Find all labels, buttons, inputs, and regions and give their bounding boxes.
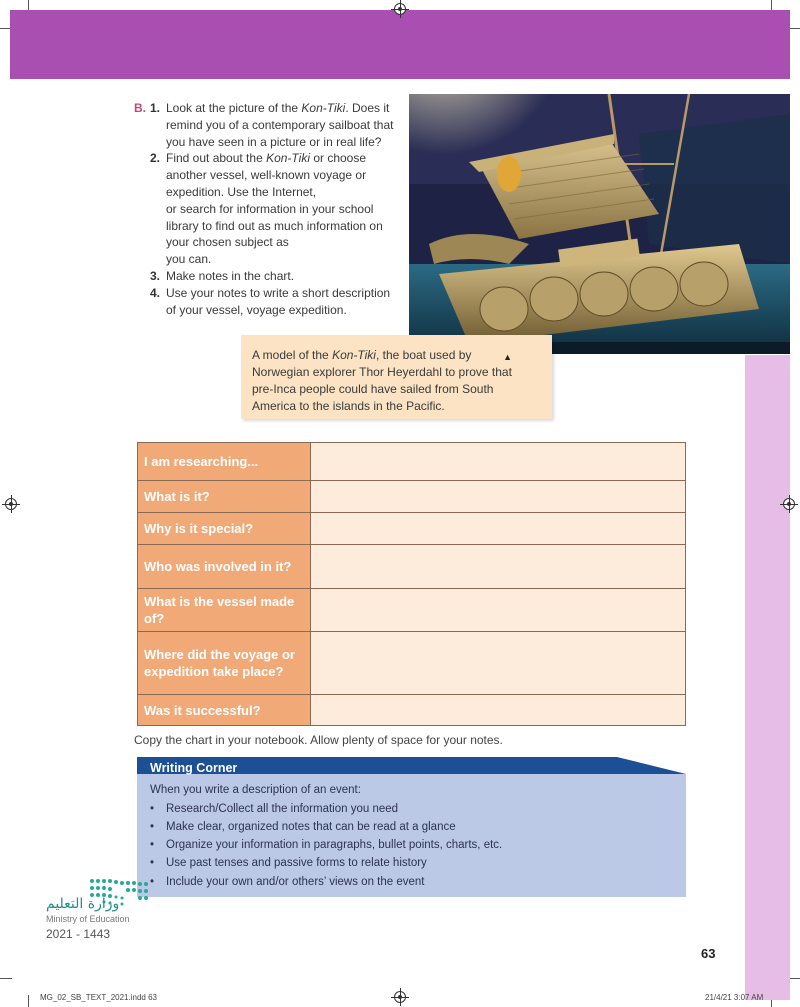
bullet-icon: •: [150, 839, 155, 851]
step-number: 2.: [150, 151, 161, 166]
writing-corner-item: • Organize your information in paragraphs, bullet points, charts, etc.: [150, 839, 503, 851]
writing-corner-item: • Include your own and/or others’ views on the event: [150, 876, 425, 888]
chart-answer-cell[interactable]: [311, 589, 686, 632]
step-number: 1.: [150, 101, 161, 115]
right-color-strip: [745, 355, 790, 1000]
registration-mark-icon: [394, 991, 406, 1003]
chart-row-label: What is it?: [138, 481, 311, 513]
chart-row-label: Why is it special?: [138, 513, 311, 545]
chart-row-label: What is the vessel made of?: [138, 589, 311, 632]
step-number: 4.: [150, 285, 161, 300]
bullet-icon: •: [150, 803, 155, 815]
triangle-marker-icon: ▲: [503, 352, 512, 362]
chart-answer-cell[interactable]: [311, 513, 686, 545]
ministry-name-arabic: وزارة التعليم: [46, 896, 120, 912]
bullet-icon: •: [150, 876, 155, 888]
chart-row-label: Who was involved in it?: [138, 545, 311, 589]
chart-row: [138, 589, 686, 632]
chart-answer-cell[interactable]: [311, 481, 686, 513]
exercise-step-2: 2. Find out about the Kon-Tiki or choose another vessel, well-known voyage or expedition. Use the Internet, or search for information in your school library to find out as much information on your chosen subject as you can.: [150, 151, 383, 267]
page-number: 63: [701, 946, 716, 961]
writing-corner-title: Writing Corner: [150, 761, 238, 775]
section-letter: B.: [134, 101, 146, 115]
chart-row: [138, 695, 686, 726]
chart-row: [138, 443, 686, 481]
print-slug-date: 21/4/21 3:07 AM: [705, 993, 764, 1002]
exercise-instructions: [134, 100, 404, 318]
chart-row: [138, 513, 686, 545]
writing-corner-item: • Research/Collect all the information you need: [150, 803, 399, 815]
ministry-name-english: Ministry of Education: [46, 914, 130, 924]
print-slug-file: MG_02_SB_TEXT_2021.indd 63: [40, 993, 157, 1002]
chart-row: [138, 545, 686, 589]
top-banner: [10, 10, 790, 79]
crop-mark: [28, 995, 29, 1007]
bullet-icon: •: [150, 857, 155, 869]
writing-corner-item: • Use past tenses and passive forms to relate history: [150, 857, 427, 869]
registration-mark-icon: [783, 498, 795, 510]
writing-corner-intro: When you write a description of an event:: [150, 784, 361, 796]
kon-tiki-photo: [409, 94, 790, 354]
writing-corner-item: • Make clear, organized notes that can be read at a glance: [150, 821, 456, 833]
chart-answer-cell[interactable]: [311, 695, 686, 726]
chart-row-label: Where did the voyage or expedition take place?: [138, 632, 311, 695]
bullet-icon: •: [150, 821, 155, 833]
research-chart: [137, 442, 686, 726]
photo-caption: A model of the Kon-Tiki, the boat used by Norwegian explorer Thor Heyerdahl to prove that pre-Inca people could have sailed from South America to the islands in the Pacific. ▲: [241, 335, 552, 419]
crop-mark: [0, 978, 12, 979]
registration-mark-icon: [394, 3, 406, 15]
exercise-step-1: B. 1. Look at the picture of the Kon-Tiki. Does it remind you of a contemporary sailboat that you have seen in a picture or in real life?: [134, 101, 394, 149]
edition-year: 2021 - 1443: [46, 927, 111, 941]
copy-chart-note: Copy the chart in your notebook. Allow plenty of space for your notes.: [134, 733, 503, 747]
exercise-step-4: 4. Use your notes to write a short description of your vessel, voyage expedition.: [150, 285, 391, 317]
chart-row: [138, 481, 686, 513]
chart-answer-cell[interactable]: [311, 632, 686, 695]
exercise-step-3: 3. Make notes in the chart.: [150, 268, 295, 283]
chart-row-label: I am researching...: [138, 443, 311, 481]
chart-answer-cell[interactable]: [311, 545, 686, 589]
chart-answer-cell[interactable]: [311, 443, 686, 481]
registration-mark-icon: [5, 498, 17, 510]
chart-row: [138, 632, 686, 695]
step-number: 3.: [150, 268, 161, 283]
chart-row-label: Was it successful?: [138, 695, 311, 726]
